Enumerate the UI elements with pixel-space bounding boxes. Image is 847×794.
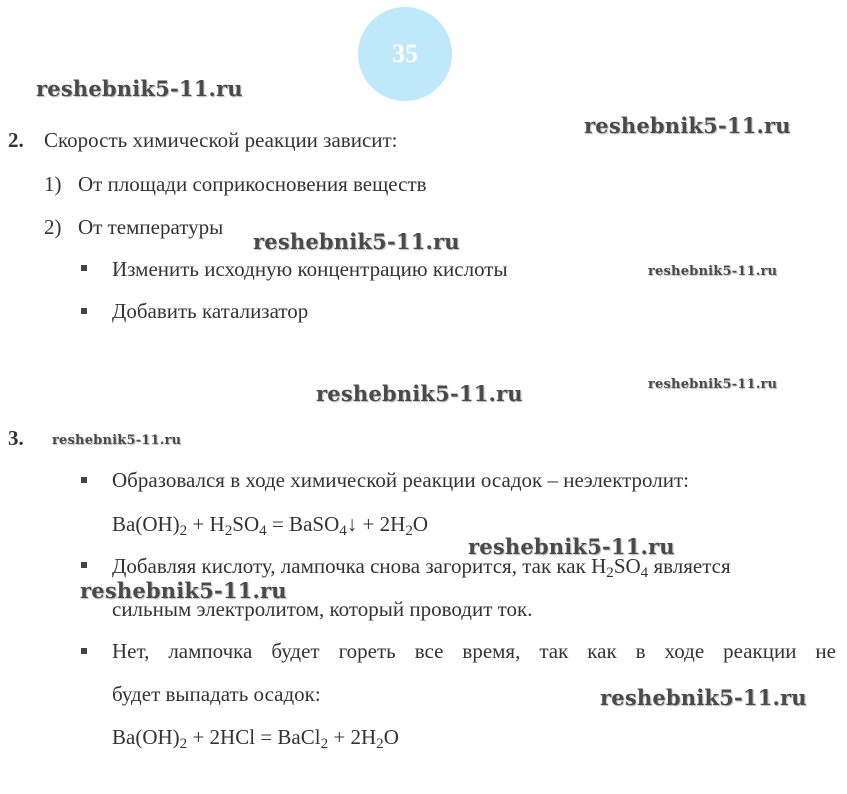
bullet-item-continuation: будет выпадать осадок:: [112, 682, 321, 706]
watermark: reshebnik5-11.ru: [584, 113, 791, 138]
bullet-icon: [81, 265, 87, 271]
list-item: От температуры: [78, 215, 224, 239]
section-heading: Скорость химической реакции зависит:: [44, 128, 398, 152]
bullet-item: Нет, лампочка будет гореть все время, так как в ходе реакции не: [112, 639, 836, 663]
watermark: reshebnik5-11.ru: [648, 377, 778, 392]
bullet-icon: [81, 477, 87, 483]
equation: $Ba(OH)_2 + H_2SO_4$ = BaSO$_4$↓ + $2H_2O$: [112, 512, 429, 539]
bullet-item: Добавить катализатор: [112, 299, 309, 323]
bullet-item: Изменить исходную концентрацию кислоты: [112, 257, 508, 281]
watermark: reshebnik5-11.ru: [316, 381, 523, 406]
bullet-icon: [81, 562, 87, 568]
equation: $Ba(OH)_2 + 2HCl$ = BaCl$_2$ + $2H_2O$: [112, 725, 399, 752]
bullet-icon: [81, 308, 87, 314]
bullet-item-continuation: сильным электролитом, который проводит ток.: [112, 597, 533, 621]
page-number: 35: [392, 39, 418, 68]
watermark: reshebnik5-11.ru: [80, 578, 287, 603]
watermark: reshebnik5-11.ru: [468, 534, 675, 559]
page-number-badge: [358, 7, 452, 101]
bullet-icon: [81, 648, 87, 654]
watermark: reshebnik5-11.ru: [36, 76, 243, 101]
list-marker: 1): [44, 172, 62, 196]
bullet-item: Добавляя кислоту, лампочка снова загорится, так как $H_2SO_4$ является: [112, 554, 731, 581]
watermark: reshebnik5-11.ru: [253, 229, 460, 254]
watermark: reshebnik5-11.ru: [648, 264, 778, 279]
watermark: reshebnik5-11.ru: [52, 433, 182, 448]
list-item: От площади соприкосновения веществ: [78, 172, 427, 196]
list-marker: 2): [44, 215, 62, 239]
section-number: 3.: [8, 426, 24, 450]
watermark: reshebnik5-11.ru: [600, 685, 807, 710]
section-number: 2.: [8, 128, 24, 152]
bullet-item: Образовался в ходе химической реакции осадок – неэлектролит:: [112, 468, 690, 492]
